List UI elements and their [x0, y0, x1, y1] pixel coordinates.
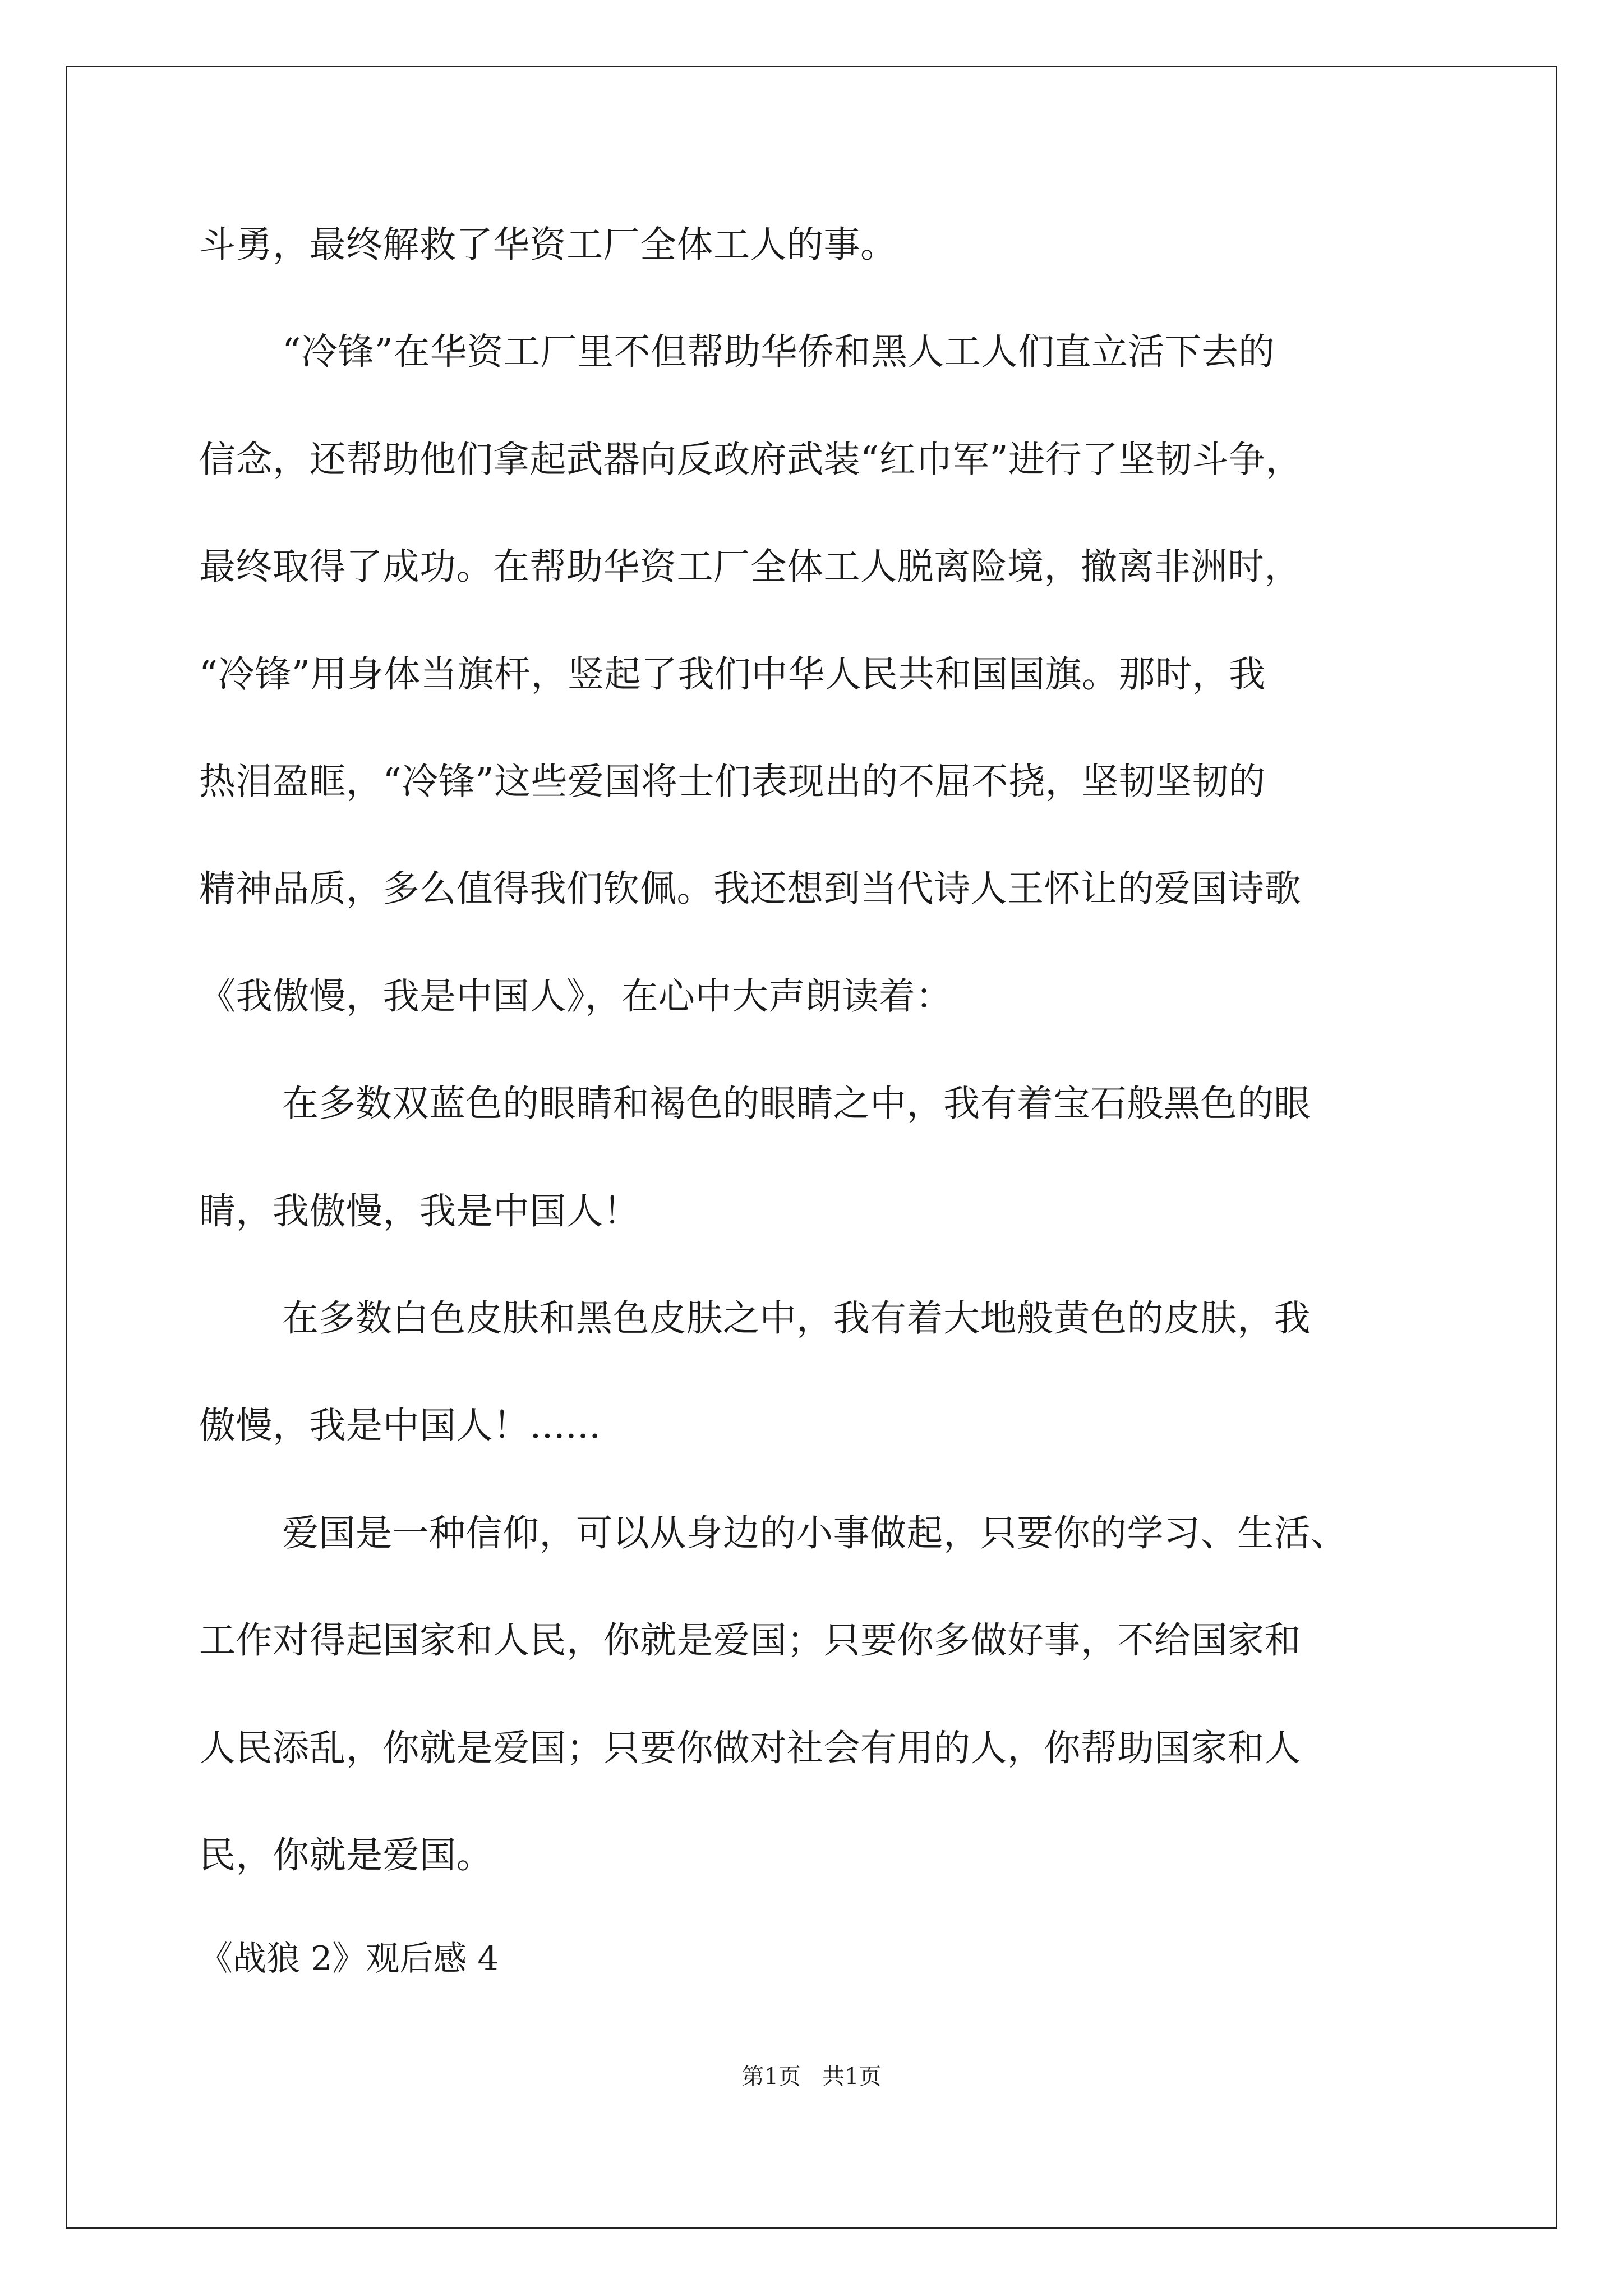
- text-line-6: 热泪盈眶，“冷锋”这些爱国将士们表现出的不屈不挠，坚韧坚韧的: [199, 761, 1266, 803]
- page-footer: 第1页 共1页: [741, 2064, 882, 2090]
- text-line-15: 人民添乱，你就是爱国；只要你做对社会有用的人，你帮助国家和人: [199, 1727, 1302, 1769]
- page-border: [66, 66, 1557, 2229]
- text-line-9: 在多数双蓝色的眼睛和褐色的眼睛之中，我有着宝石般黑色的眼: [282, 1083, 1311, 1125]
- text-line-8: 《我傲慢，我是中国人》，在心中大声朗读着：: [199, 976, 953, 1018]
- text-line-4: 最终取得了成功。在帮助华资工厂全体工人脱离险境，撤离非洲时，: [199, 546, 1302, 588]
- text-line-5: “冷锋”用身体当旗杆，竖起了我们中华人民共和国国旗。那时，我: [199, 654, 1266, 696]
- text-line-10: 睛，我傲慢，我是中国人！: [199, 1190, 640, 1232]
- text-line-2: “冷锋”在华资工厂里不但帮助华侨和黑人工人们直立活下去的: [282, 331, 1275, 373]
- text-line-12: 傲慢，我是中国人！......: [199, 1405, 601, 1447]
- text-line-3: 信念，还帮助他们拿起武器向反政府武装“红巾军”进行了坚韧斗争，: [199, 439, 1302, 481]
- text-line-11: 在多数白色皮肤和黑色皮肤之中，我有着大地般黄色的皮肤，我: [282, 1297, 1311, 1340]
- text-line-13: 爱国是一种信仰，可以从身边的小事做起，只要你的学习、生活、: [282, 1512, 1348, 1554]
- text-line-14: 工作对得起国家和人民，你就是爱国；只要你多做好事，不给国家和: [199, 1619, 1302, 1662]
- text-line-16: 民，你就是爱国。: [199, 1834, 494, 1876]
- text-line-1: 斗勇，最终解救了华资工厂全体工人的事。: [199, 224, 897, 266]
- section-title: 《战狼 2》观后感 4: [199, 1939, 499, 1978]
- text-line-7: 精神品质，多么值得我们钦佩。我还想到当代诗人王怀让的爱国诗歌: [199, 868, 1302, 910]
